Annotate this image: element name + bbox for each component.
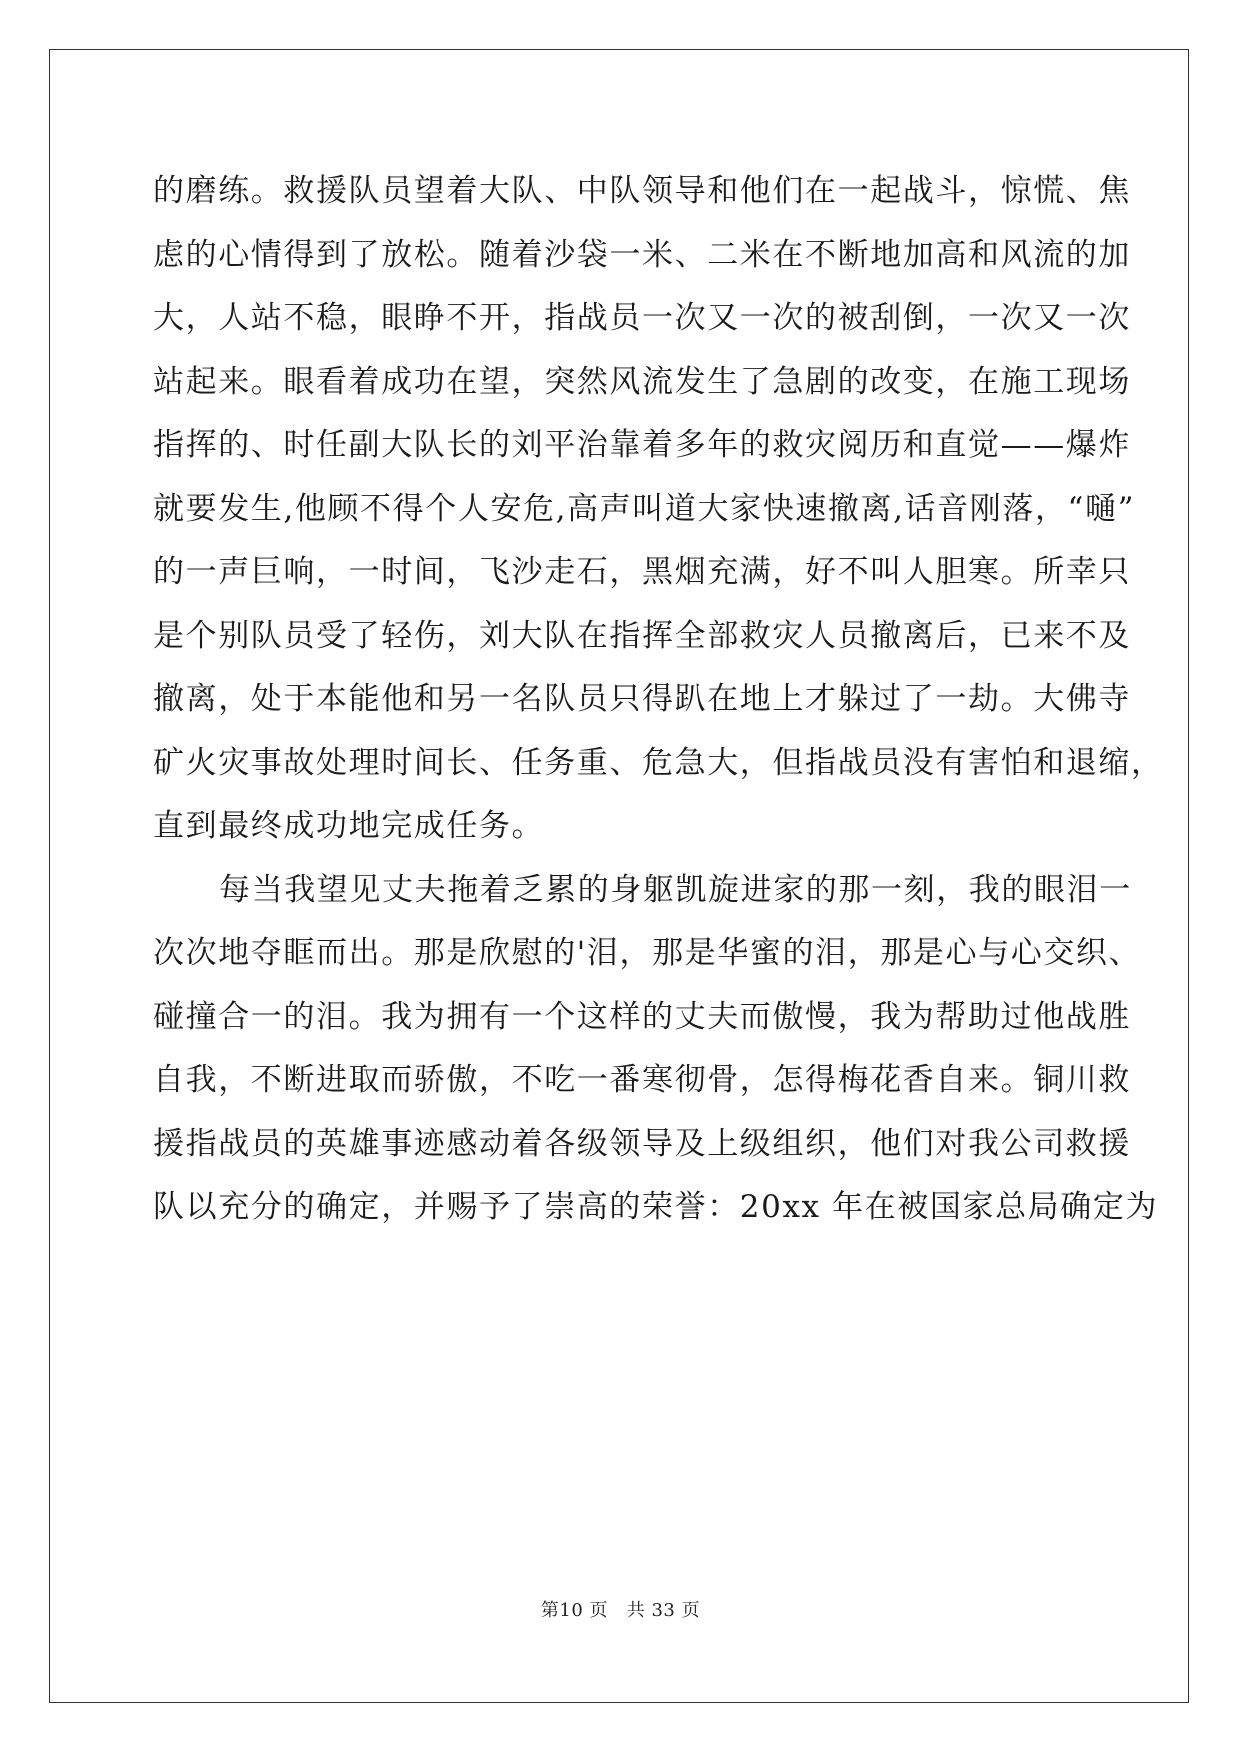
footer-total-prefix: 共 — [626, 1600, 646, 1621]
text-line: 站起来。眼看着成功在望，突然风流发生了急剧的改变，在施工现场 — [153, 363, 1131, 400]
text-line: 援指战员的英雄事迹感动着各级领导及上级组织，他们对我公司救援 — [153, 1125, 1131, 1162]
footer-page-number: 10 — [559, 1600, 584, 1621]
footer-total-number: 33 — [651, 1600, 676, 1621]
text-line: 队以充分的确定，并赐予了崇高的荣誉：20xx 年在被国家总局确定为 — [153, 1189, 1159, 1225]
text-line: 虑的心情得到了放松。随着沙袋一米、二米在不断地加高和风流的加 — [153, 236, 1131, 273]
footer-page-prefix: 第 — [540, 1600, 560, 1621]
text-line: 的一声巨响，一时间，飞沙走石，黑烟充满，好不叫人胆寒。所幸只 — [153, 554, 1131, 590]
text-line: 每当我望见丈夫拖着乏累的身躯凯旋进家的那一刻，我的眼泪一 — [219, 871, 1132, 908]
text-line: 指挥的、时任副大队长的刘平治靠着多年的救灾阅历和直觉——爆炸 — [153, 427, 1131, 463]
page-footer — [0, 1596, 1241, 1622]
text-line: 大，人站不稳，眼睁不开，指战员一次又一次的被刮倒，一次又一次 — [153, 300, 1131, 336]
text-line: 直到最终成功地完成任务。 — [153, 808, 545, 844]
text-line: 撤离，处于本能他和另一名队员只得趴在地上才躲过了一劫。大佛寺 — [153, 681, 1131, 717]
text-line: 矿火灾事故处理时间长、任务重、危急大，但指战员没有害怕和退缩， — [153, 744, 1164, 781]
text-line: 是个别队员受了轻伤，刘大队在指挥全部救灾人员撤离后，已来不及 — [153, 617, 1131, 654]
footer-page-suffix: 页 — [589, 1600, 609, 1621]
footer-total-suffix: 页 — [681, 1600, 701, 1621]
document-body — [153, 160, 1164, 1240]
text-line: 碰撞合一的泪。我为拥有一个这样的丈夫而傲慢，我为帮助过他战胜 — [153, 998, 1131, 1035]
text-line: 的磨练。救援队员望着大队、中队领导和他们在一起战斗，惊慌、焦 — [153, 173, 1131, 209]
text-line: 次次地夺眶而出。那是欣慰的'泪，那是华蜜的泪，那是心与心交织、 — [153, 935, 1142, 971]
text-line: 自我，不断进取而骄傲，不吃一番寒彻骨，怎得梅花香自来。铜川救 — [153, 1062, 1131, 1098]
text-line: 就要发生,他顾不得个人安危,高声叫道大家快速撤离,话音刚落，“嗵” — [153, 490, 1136, 527]
